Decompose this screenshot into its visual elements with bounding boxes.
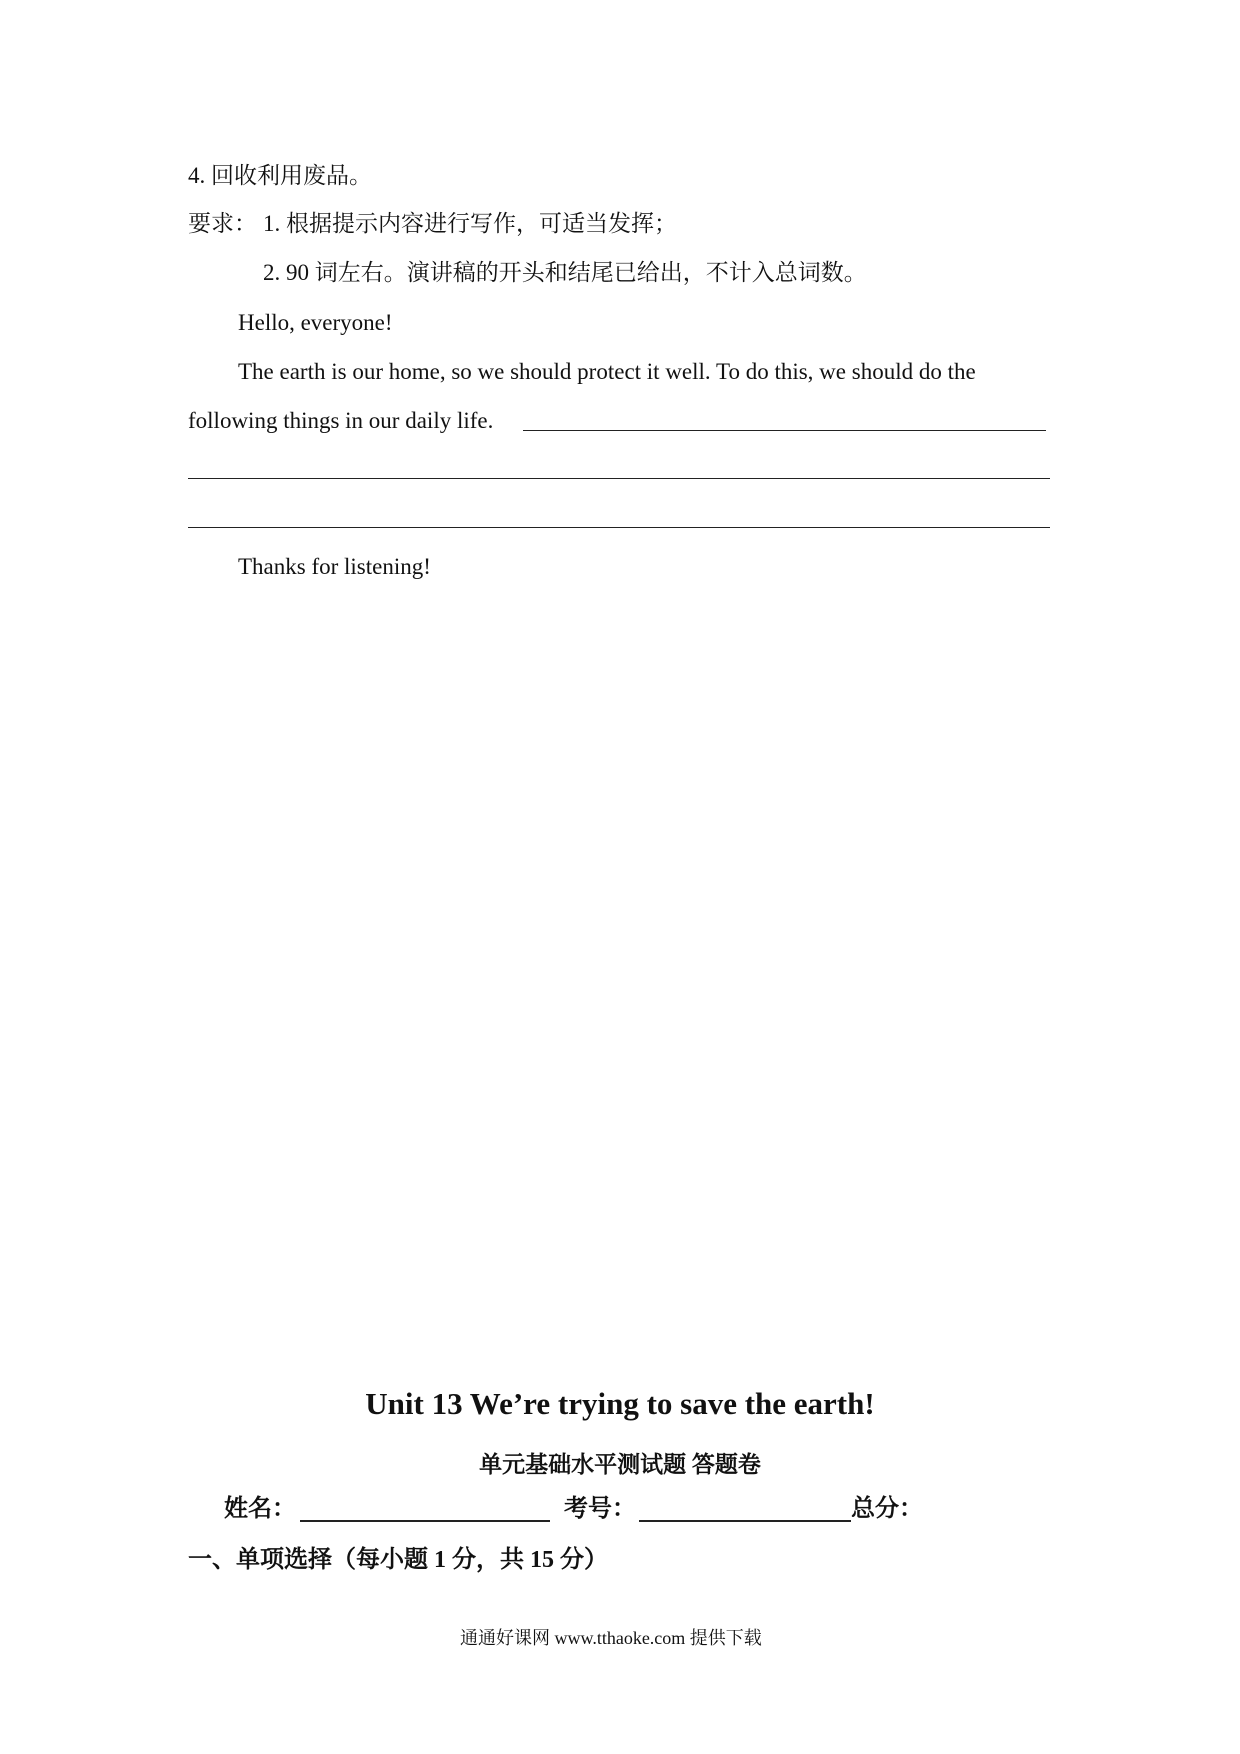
answer-sheet-subtitle: 单元基础水平测试题 答题卷 <box>479 1452 761 1477</box>
opening-line-2: following things in our daily life. <box>188 408 494 433</box>
exam-number-label: 考号： <box>564 1496 636 1522</box>
requirement-1: 1. 根据提示内容进行写作，可适当发挥； <box>263 211 677 236</box>
opening-line-1: The earth is our home, so we should protect it well. To do this, we should do the <box>238 359 976 384</box>
requirements-label: 要求： <box>188 211 257 236</box>
answer-sheet-title: Unit 13 We’re trying to save the earth! <box>365 1386 875 1421</box>
answer-line-3[interactable] <box>188 527 1050 528</box>
answer-line-2[interactable] <box>188 478 1050 479</box>
point-4: 4. 回收利用废品。 <box>188 163 372 188</box>
name-field[interactable] <box>300 1520 550 1522</box>
requirement-2: 2. 90 词左右。演讲稿的开头和结尾已给出，不计入总词数。 <box>263 260 867 285</box>
total-score-label: 总分： <box>851 1496 923 1522</box>
greeting: Hello, everyone! <box>238 310 393 335</box>
page-footer: 通通好课网 www.tthaoke.com 提供下载 <box>460 1628 762 1648</box>
answer-line-1[interactable] <box>523 430 1046 431</box>
exam-number-field[interactable] <box>639 1520 851 1522</box>
closing: Thanks for listening! <box>238 554 431 579</box>
section-1-heading: 一、单项选择（每小题 1 分，共 15 分） <box>188 1547 608 1573</box>
name-label: 姓名： <box>224 1496 296 1522</box>
